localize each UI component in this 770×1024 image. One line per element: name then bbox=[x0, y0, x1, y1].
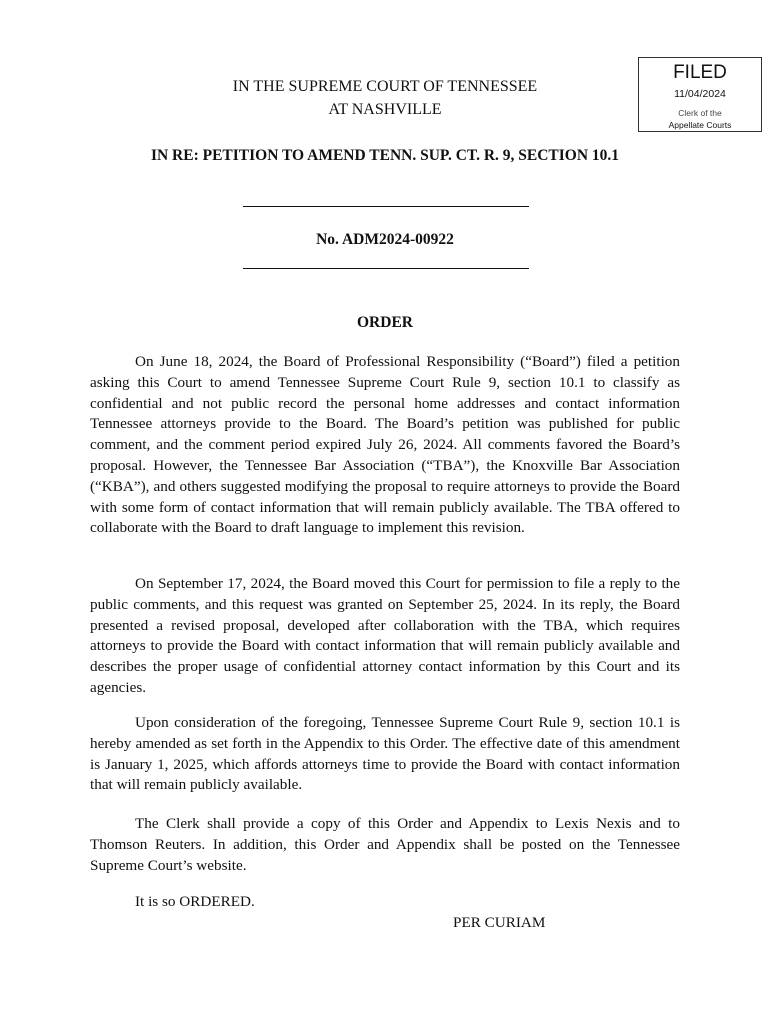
order-paragraph: On September 17, 2024, the Board moved this Court for permission to file a reply to the public comments, and this request was granted on September 25, 2024. In its reply, the Board presented a revised proposal, developed after collaboration with the TBA, which requires attorneys to provide the Board with contact information that will remain publicly available and describes the proper usage of confidential attorney contact information by this Court and its agencies. bbox=[90, 575, 680, 696]
stamp-date: 11/04/2024 bbox=[674, 88, 726, 100]
order-paragraph: The Clerk shall provide a copy of this Order and Appendix to Lexis Nexis and to Thomson Reuters. In addition, this Order and Appendix shall be posted on the Tennessee Supreme Court’s website. bbox=[90, 815, 680, 874]
case-caption: IN RE: PETITION TO AMEND TENN. SUP. CT. R. 9, SECTION 10.1 bbox=[150, 147, 620, 164]
court-location: AT NASHVILLE bbox=[328, 101, 442, 118]
stamp-clerk: Clerk of the bbox=[678, 108, 722, 118]
order-title: ORDER bbox=[357, 314, 413, 331]
order-paragraph: On June 18, 2024, the Board of Professional Responsibility (“Board”) filed a petition asking this Court to amend Tennessee Supreme Court Rule 9, section 10.1 to classify as confidential and not public record the personal home addresses and contact information Tennessee attorneys provide to the Board. The Board’s petition was published for public comment, and the comment period expired July 26, 2024. All comments favored the Board’s proposal. However, the Tennessee Bar Association (“TBA”), the Knoxville Bar Association (“KBA”), and others suggested modifying the proposal to require attorneys to provide the Board with some form of contact information that will remain publicly available. The TBA offered to collaborate with the Board to draft language to implement this revision. bbox=[90, 353, 680, 537]
order-paragraph: It is so ORDERED. bbox=[135, 893, 255, 910]
signature: PER CURIAM bbox=[453, 914, 546, 931]
docket-number: No. ADM2024-00922 bbox=[316, 231, 454, 248]
court-name: IN THE SUPREME COURT OF TENNESSEE bbox=[232, 78, 538, 95]
divider-top bbox=[243, 206, 529, 207]
divider-bottom bbox=[243, 268, 529, 269]
order-paragraph: Upon consideration of the foregoing, Tennessee Supreme Court Rule 9, section 10.1 is hereby amended as set forth in the Appendix to this Order. The effective date of this amendment is January 1, 2025, which affords attorneys time to provide the Board with contact information that will remain publicly available. bbox=[90, 714, 680, 794]
stamp-status: FILED bbox=[673, 62, 727, 83]
stamp-office: Appellate Courts bbox=[668, 120, 732, 130]
